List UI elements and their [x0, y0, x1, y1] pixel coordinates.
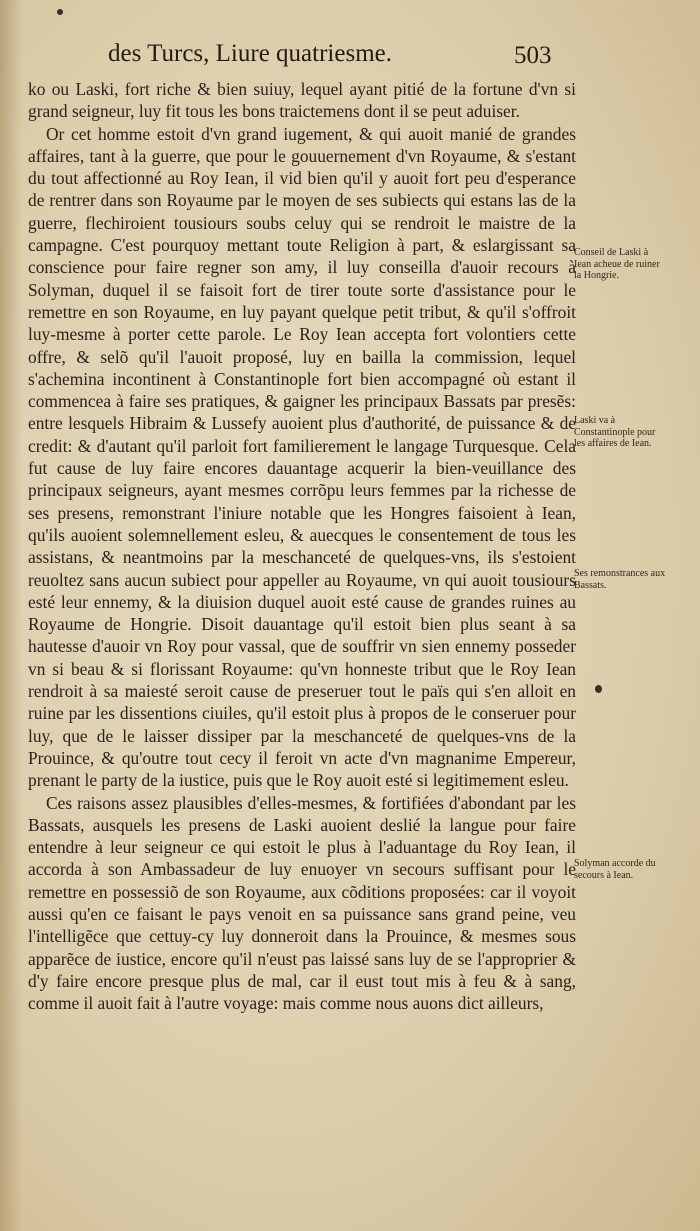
margin-note: Solyman accorde du secours à Iean. [574, 858, 656, 881]
margin-note: Laski va à Constantinople pour les affaires de Iean. [574, 415, 656, 449]
ink-spot [57, 9, 63, 15]
page-number: 503 [514, 42, 552, 69]
paragraph: Ces raisons assez plausibles d'elles-mesmes, & fortifiées d'abondant par les Bassats, ausquels les presens de Laski auoient deslié la langue pour faire entendre à leur seigneur ce qui estoit le plus à l'aduantage du Roy Iean, il accorda à son Ambassadeur de luy enuoyer vn secours suffisant pour le remettre en possessiõ de son Royaume, aux cõditions proposées: car il voyoit aussi qu'en ce faisant le pays venoit en sa puissance sans grand peine, veu l'intelligẽce que cettuy-cy luy donneroit dans la Prouince, & mesmes sous apparẽce de iustice, encore qu'il n'eust pas laissé sans luy de se l'approprier & d'y faire encore presque plus de mal, car il eust tout mis à feu & à sang, comme il auoit fait à l'autre voyage: mais comme nous auons dict ailleurs, [28, 792, 576, 1014]
main-text-block [28, 78, 576, 1014]
margin-note: Ses remonstrances aux Bassats. [574, 568, 666, 591]
ink-spot [595, 685, 602, 693]
running-title: des Turcs, Liure quatriesme. [108, 40, 392, 67]
page-gutter-shadow [0, 0, 22, 1231]
paragraph: Or cet homme estoit d'vn grand iugement, & qui auoit manié de grandes affaires, tant à la guerre, que pour le gouuernement d'vn Royaume, & s'estant du tout affectionné au Roy Iean, il vid bien qu'il y auoit fort peu d'esperance de rentrer dans son Royaume par le moyen de ses subiects qui estans las de la guerre, flechiroient tousiours soubs celuy qui se rendroit le maistre de la campagne. C'est pourquoy mettant toute Religion à part, & eslargissant sa conscience pour faire regner son amy, il luy conseilla d'auoir recours à Solyman, duquel il se faisoit fort de tirer toute sorte d'assistance pour le remettre en son Royaume, en luy payant quelque petit tribut, & qu'il s'offroit luy-mesme à porter cette parole. Le Roy Iean accepta fort volontiers cette offre, & selõ qu'il l'auoit proposé, luy en bailla la commission, lequel s'achemina incontinent à Constantinople fort bien accompagné où estant il commencea à faire ses pratiques, & gaigner les principaux Bassats par presẽs: entre lesquels Hibraim & Lussefy auoient plus d'authorité, de puissance & de credit: & d'autant qu'il parloit fort familierement le langage Turquesque. Cela fut cause de luy faire encores dauantage acquerir la bien-veuillance des principaux seigneurs, ayant mesmes corrõpu leurs femmes par la richesse de ses presens, remonstrant l'iniure notable que les Hongres faisoient à Iean, qu'ils auoient solemnellement esleu, & auecques le consentement de tous les assistans, & neantmoins par la meschanceté de quelques-vns, ils s'estoient reuoltez sans aucun subiect pour appeller au Royaume, vn qui auoit tousiours esté leur ennemy, & la diuision duquel auoit esté cause de grandes ruines au Royaume de Hongrie. Disoit dauantage qu'il estoit bien plus seant à sa hautesse d'auoir vn Roy pour vassal, que de souffrir vn sien ennemy posseder vn si beau & si florissant Royaume: qu'vn honneste tribut que le Roy Iean rendroit à sa maiesté seroit cause de preseruer tout le païs qui s'en alloit en ruine par les dissentions ciuiles, qu'il estoit plus à propos de le conseruer pour luy, que de le laisser dissiper par la meschanceté de quelques-vns de la Prouince, & qu'outre tout cecy il feroit vn acte d'vn magnanime Empereur, prenant le party de la iustice, puis que le Roy auoit esté si legitimement esleu. [28, 123, 576, 791]
margin-note: Conseil de Laski à Iean acheue de ruiner la Hongrie. [574, 247, 660, 281]
paragraph-continued: ko ou Laski, fort riche & bien suiuy, lequel ayant pitié de la fortune d'vn si grand seigneur, luy fit tous les bons traictemens dont il se peut aduiser. [28, 79, 576, 122]
